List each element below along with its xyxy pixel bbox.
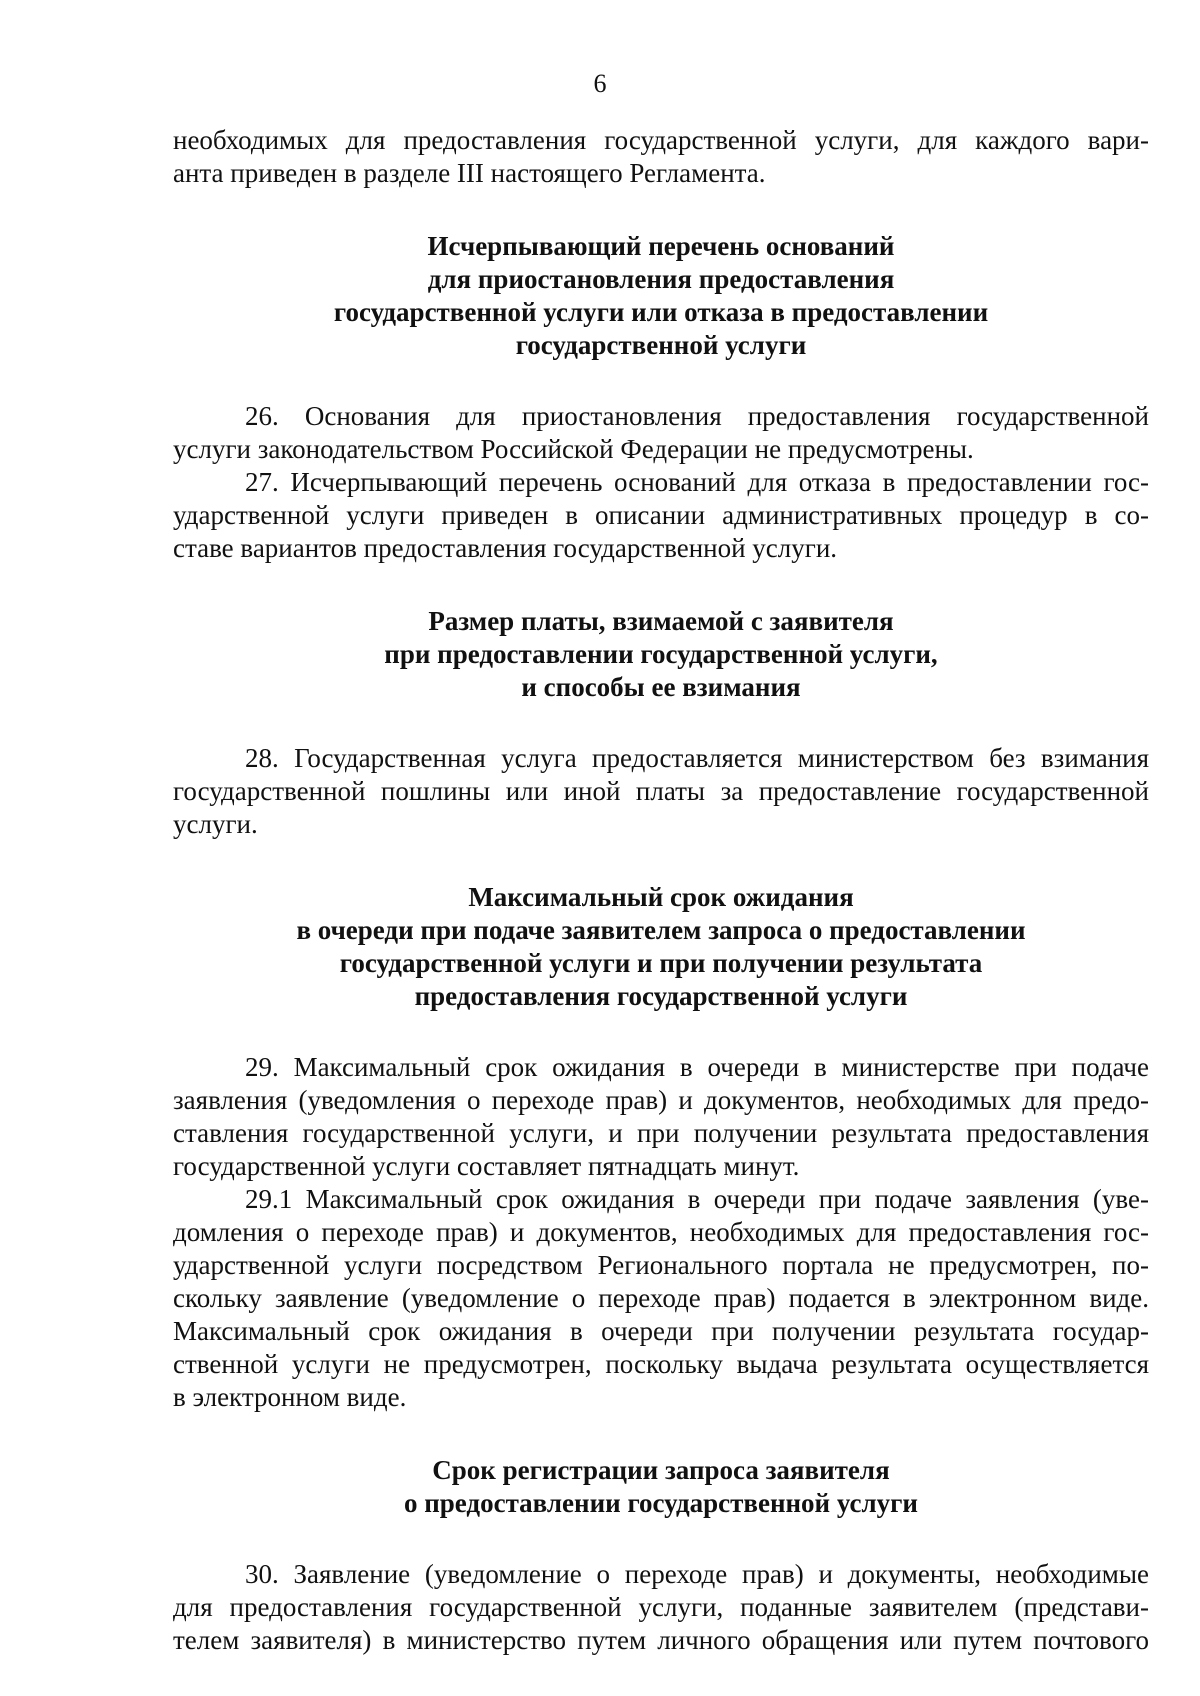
heading-line: о предоставлении государственной услуги xyxy=(403,1488,918,1518)
text-line: домления о переходе прав) и документов, необходимых для предоставления гос- xyxy=(173,1217,1149,1247)
section-heading-grounds xyxy=(173,230,1149,362)
text-line: 29.1 Максимальный срок ожидания в очереди при подаче заявления (уве- xyxy=(245,1184,1149,1214)
heading-line: для приостановления предоставления xyxy=(427,264,895,294)
heading-line: в очереди при подаче заявителем запроса о предоставлении xyxy=(296,915,1026,945)
page-content xyxy=(173,124,1149,1657)
paragraph-27 xyxy=(173,466,1149,565)
section-heading-fee xyxy=(173,605,1149,704)
text-line: государственной услуги составляет пятнадцать минут. xyxy=(173,1151,800,1181)
text-line: 28. Государственная услуга предоставляется министерством без взимания xyxy=(245,743,1149,773)
paragraph-28 xyxy=(173,742,1149,841)
text-line: заявления (уведомления о переходе прав) и документов, необходимых для предо- xyxy=(173,1085,1149,1115)
heading-line: при предоставлении государственной услуги, xyxy=(384,639,938,669)
text-line: услуги законодательством Российской Федерации не предусмотрены. xyxy=(173,434,974,464)
text-line: для предоставления государственной услуги, поданные заявителем (представи- xyxy=(173,1592,1149,1622)
paragraph-26 xyxy=(173,400,1149,466)
paragraph-29-1 xyxy=(173,1183,1149,1414)
section-heading-waiting-time xyxy=(173,881,1149,1013)
text-line: ставления государственной услуги, и при получении результата предоставления xyxy=(173,1118,1149,1148)
section-heading-registration-term xyxy=(173,1454,1149,1520)
text-line: ственной услуги не предусмотрен, поскольку выдача результата осуществляется xyxy=(173,1349,1149,1379)
heading-line: Размер платы, взимаемой с заявителя xyxy=(428,606,894,636)
text-line: необходимых для предоставления государственной услуги, для каждого вари- xyxy=(173,125,1149,155)
text-line: скольку заявление (уведомление о переходе прав) подается в электронном виде. xyxy=(173,1283,1149,1313)
paragraph-29 xyxy=(173,1051,1149,1183)
heading-line: государственной услуги и при получении результата xyxy=(339,948,983,978)
text-line: в электронном виде. xyxy=(173,1382,407,1412)
text-line: 26. Основания для приостановления предоставления государственной xyxy=(245,401,1149,431)
heading-line: и способы ее взимания xyxy=(521,672,801,702)
paragraph-30 xyxy=(173,1558,1149,1657)
text-line: государственной пошлины или иной платы за предоставление государственной xyxy=(173,776,1149,806)
text-line: услуги. xyxy=(173,809,258,839)
text-line: ставе вариантов предоставления государственной услуги. xyxy=(173,533,838,563)
heading-line: предоставления государственной услуги xyxy=(414,981,908,1011)
heading-line: Исчерпывающий перечень оснований xyxy=(427,231,895,261)
heading-line: государственной услуги xyxy=(515,330,807,360)
text-line: ударственной услуги посредством Регионального портала не предусмотрен, по- xyxy=(173,1250,1149,1280)
text-line: телем заявителя) в министерство путем личного обращения или путем почтового xyxy=(173,1625,1149,1655)
text-line: 27. Исчерпывающий перечень оснований для отказа в предоставлении гос- xyxy=(245,467,1149,497)
heading-line: государственной услуги или отказа в предоставлении xyxy=(333,297,989,327)
page-number: 6 xyxy=(593,69,607,98)
heading-line: Максимальный срок ожидания xyxy=(468,882,854,912)
text-line: Максимальный срок ожидания в очереди при получении результата государ- xyxy=(173,1316,1149,1346)
text-line: 29. Максимальный срок ожидания в очереди в министерстве при подаче xyxy=(245,1052,1149,1082)
intro-paragraph xyxy=(173,124,1149,190)
heading-line: Срок регистрации запроса заявителя xyxy=(432,1455,890,1485)
text-line: ударственной услуги приведен в описании административных процедур в со- xyxy=(173,500,1149,530)
text-line: анта приведен в разделе III настоящего Регламента. xyxy=(173,158,766,188)
text-line: 30. Заявление (уведомление о переходе прав) и документы, необходимые xyxy=(245,1559,1149,1589)
